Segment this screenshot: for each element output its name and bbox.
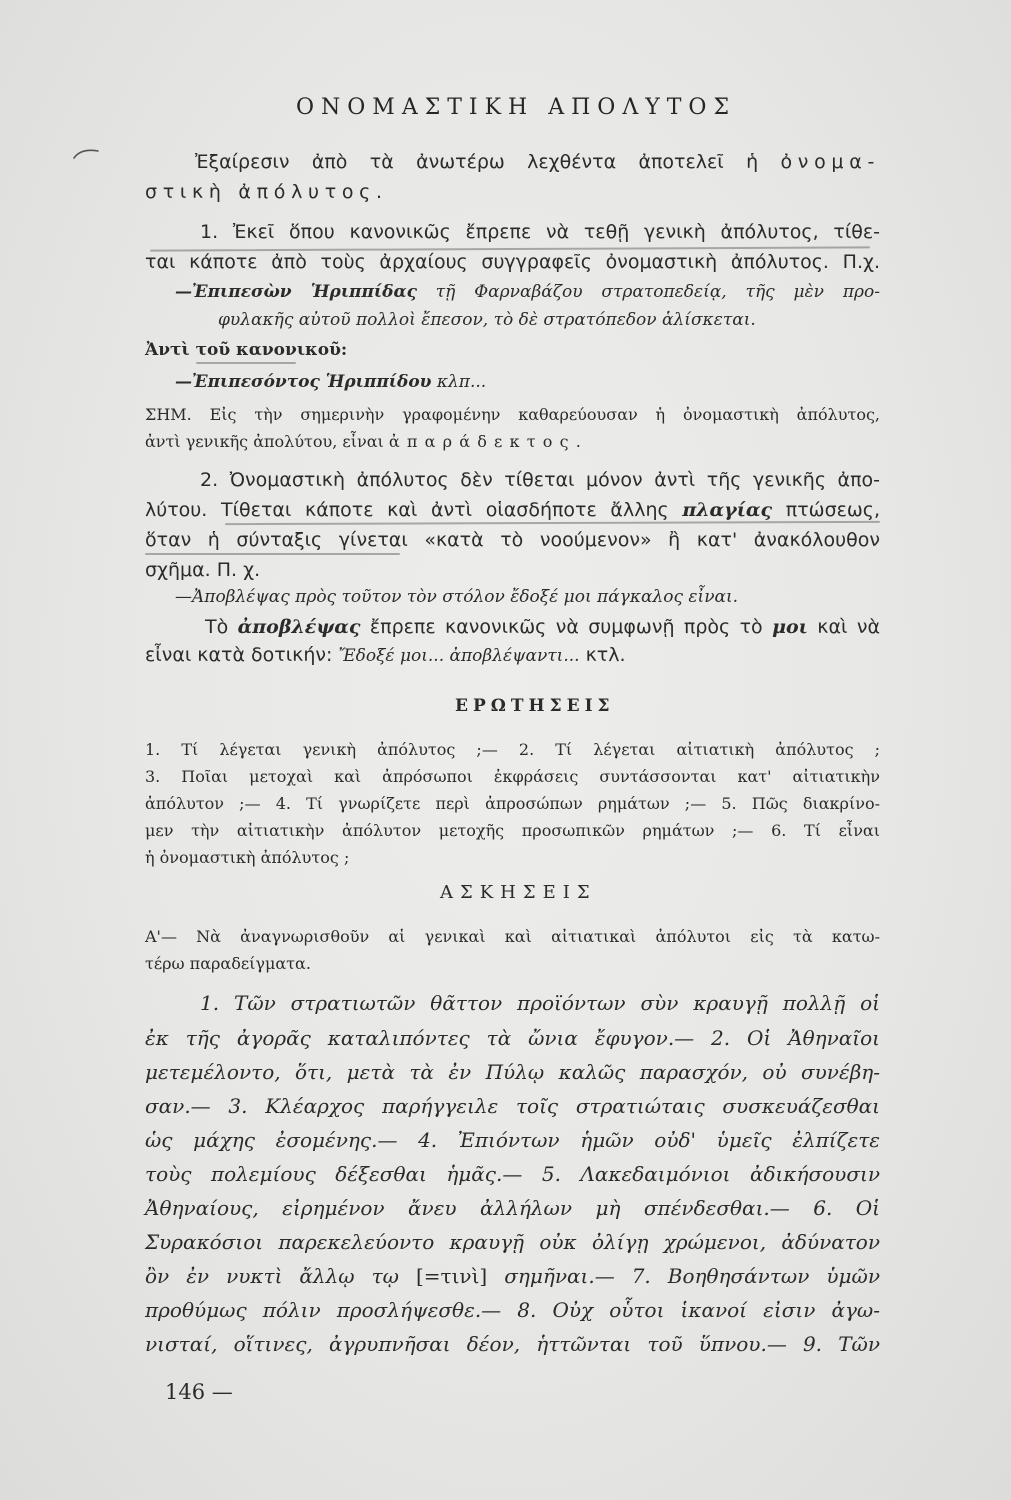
exercise-bracket-gloss: [=τινὶ] <box>415 1264 488 1288</box>
question-line: 3. Ποῖαι μετοχαὶ καὶ ἀπρόσωποι ἐκφράσεις συντάσσονται κατ' αἰτιατικὴν <box>145 767 880 786</box>
regular-form-rest: κλπ... <box>431 372 487 392</box>
rule-2-line-4: σχῆμα. Π. χ. <box>145 559 261 581</box>
exercise-line: ὡς μάχης ἐσομένης.— 4. Ἐπιόντων ἡμῶν οὐδ' ὑμεῖς ἐλπίζετε <box>145 1128 880 1152</box>
instead-label: Ἀντὶ τοῦ κανονικοῦ: <box>145 340 348 360</box>
intro-line-2 <box>145 177 388 207</box>
exercise-line: ἐκ τῆς ἀγορᾶς καταλιπόντες τὰ ὤνια ἔφυγον.— 2. Οἱ Ἀθηναῖοι <box>145 1026 880 1050</box>
rule-1-line-2: ται κάποτε ἀπὸ τοὺς ἀρχαίους συγγραφεῖς ὀνομαστικὴ ἀπόλυτος. Π.χ. <box>145 251 880 273</box>
explain2-italic: Ἔδοξέ μοι... ἀποβλέψαντι... <box>338 646 580 666</box>
exercises-heading: ΑΣΚΗΣΕΙΣ <box>440 882 597 903</box>
rule-2-line-2-end: πτώσεως, <box>772 499 880 521</box>
question-line: ἡ ὀνομαστικὴ ἀπόλυτος ; <box>145 848 350 867</box>
rule-2-line-2 <box>145 495 880 525</box>
questions-heading: ΕΡΩΤΗΣΕΙΣ <box>455 696 615 716</box>
rule-2-line-1: 2. Ὀνομαστικὴ ἀπόλυτος δὲν τίθεται μόνον ἀντὶ τῆς γενικῆς ἀπο- <box>200 469 880 491</box>
rule-2-line-2-text: λύτου. Τίθεται κάποτε καὶ ἀντὶ οἱασδήποτε ἄλλης <box>145 499 683 521</box>
exercise-text: ὂν ἐν νυκτὶ ἄλλῳ τῳ <box>145 1264 416 1288</box>
exercise-line: 1. Τῶν στρατιωτῶν θᾶττον προϊόντων σὺν κραυγῇ πολλῇ οἱ <box>200 991 880 1015</box>
intro-line-2-spaced: στικὴ ἀπόλυτος. <box>145 181 388 203</box>
note-line-1: ΣΗΜ. Εἰς τὴν σημερινὴν γραφομένην καθαρεύουσαν ἡ ὀνομαστικὴ ἀπόλυτος, <box>145 405 880 424</box>
exercise-instruction: τέρω παραδείγματα. <box>145 954 311 973</box>
explain2-text: εἶναι κατὰ δοτικήν: <box>145 644 339 666</box>
explain-bold-1: ἀποβλέψας <box>237 616 361 638</box>
explain-text-2: ἔπρεπε κανονικῶς νὰ συμφωνῇ πρὸς τὸ <box>360 616 773 638</box>
note-line-2-spaced: ἀπαράδεκτος. <box>388 432 589 451</box>
exercise-line: νισταί, οἵτινες, ἀγρυπνῆσαι δέον, ἡττῶνται τοῦ ὕπνου.— 9. Τῶν <box>145 1332 880 1356</box>
rule-1-line-1: 1. Ἐκεῖ ὅπου κανονικῶς ἔπρεπε νὰ τεθῇ γενικὴ ἀπόλυτος, τίθε- <box>200 221 880 243</box>
intro-line-1-text: Ἐξαίρεσιν ἀπὸ τὰ ἀνωτέρω λεχθέντα ἀποτελεῖ ἡ <box>195 151 781 173</box>
question-line: 1. Τί λέγεται γενικὴ ἀπόλυτος ;— 2. Τί λέγεται αἰτιατικὴ ἀπόλυτος ; <box>145 740 880 759</box>
explain2-end: κτλ. <box>579 644 626 666</box>
pen-mark <box>72 144 100 162</box>
explain-bold-2: μοι <box>772 616 808 638</box>
explain-text-1: Τὸ <box>205 616 238 638</box>
rule-1-example-line-1 <box>175 277 880 307</box>
exercise-line: μετεμέλοντο, ὅτι, μετὰ τὰ ἐν Πύλῳ καλῶς παρασχόν, οὐ συνέβη- <box>145 1060 880 1084</box>
intro-line-1 <box>195 147 880 177</box>
exercise-line: σαν.— 3. Κλέαρχος παρήγγειλε τοῖς στρατιώταις συσκευάζεσθαι <box>145 1094 880 1118</box>
exercise-line: προθύμως πόλιν προσλήψεσθε.— 8. Οὐχ οὗτοι ἱκανοί εἰσιν ἀγω- <box>145 1298 880 1322</box>
note-line-2-text: ἀντὶ γενικῆς ἀπολύτου, εἶναι <box>145 432 389 451</box>
example-text: τῇ Φαρναβάζου στρατοπεδείᾳ, τῆς μὲν προ- <box>416 282 880 302</box>
explain-text-3: καὶ νὰ <box>807 616 880 638</box>
intro-line-1-spaced: ὀνομα- <box>780 151 880 173</box>
rule-2-explain-line-2 <box>145 640 626 670</box>
exercise-text: σημῆναι.— 7. Βοηθησάντων ὑμῶν <box>487 1264 880 1288</box>
exercise-line: τοὺς πολεμίους δέξεσθαι ἡμᾶς.— 5. Λακεδαιμόνιοι ἀδικήσουσιν <box>145 1162 880 1186</box>
rule-2-line-3: ὅταν ἡ σύνταξις γίνεται «κατὰ τὸ νοούμενον» ἢ κατ' ἀνακόλουθον <box>145 529 880 551</box>
note-line-2 <box>145 427 588 457</box>
question-line: ἀπόλυτον ;— 4. Τί γνωρίζετε περὶ ἀπροσώπων ρημάτων ;— 5. Πῶς διακρίνο- <box>145 794 880 813</box>
rule-1-example-line-2: φυλακῆς αὐτοῦ πολλοὶ ἔπεσον, τὸ δὲ στρατόπεδον ἁλίσκεται. <box>218 310 756 330</box>
exercise-line: Ἀθηναίους, εἰρημένον ἄνευ ἀλλήλων μὴ σπένδεσθαι.— 6. Οἱ <box>145 1196 880 1220</box>
exercise-line: Συρακόσιοι παρεκελεύοντο κραυγῇ οὐκ ὀλίγῃ χρώμενοι, ἀδύνατον <box>145 1230 880 1254</box>
page-number: 146 — <box>165 1380 233 1404</box>
exercise-instruction: Α'— Νὰ ἀναγνωρισθοῦν αἱ γενικαὶ καὶ αἰτιατικαὶ ἀπόλυτοι εἰς τὰ κατω- <box>145 927 880 946</box>
regular-form-bold: —Ἐπιπεσόντος Ἡριππίδου <box>175 372 432 392</box>
regular-form-line <box>175 367 486 397</box>
rule-2-example: —Ἀποβλέψας πρὸς τοῦτον τὸν στόλον ἔδοξέ μοι πάγκαλος εἶναι. <box>175 587 739 607</box>
rule-2-explain-line-1 <box>205 612 880 642</box>
question-line: μεν τὴν αἰτιατικὴν ἀπόλυτον μετοχῆς προσωπικῶν ρημάτων ;— 6. Τί εἶναι <box>145 821 880 840</box>
page-title: ΟΝΟΜΑΣΤΙΚΗ ΑΠΟΛΥΤΟΣ <box>295 95 737 120</box>
rule-2-bold-word: πλαγίας <box>682 499 773 521</box>
exercise-line <box>145 1259 880 1293</box>
example-bold-words: —Ἐπιπεσὼν Ἡριππίδας <box>175 282 417 302</box>
